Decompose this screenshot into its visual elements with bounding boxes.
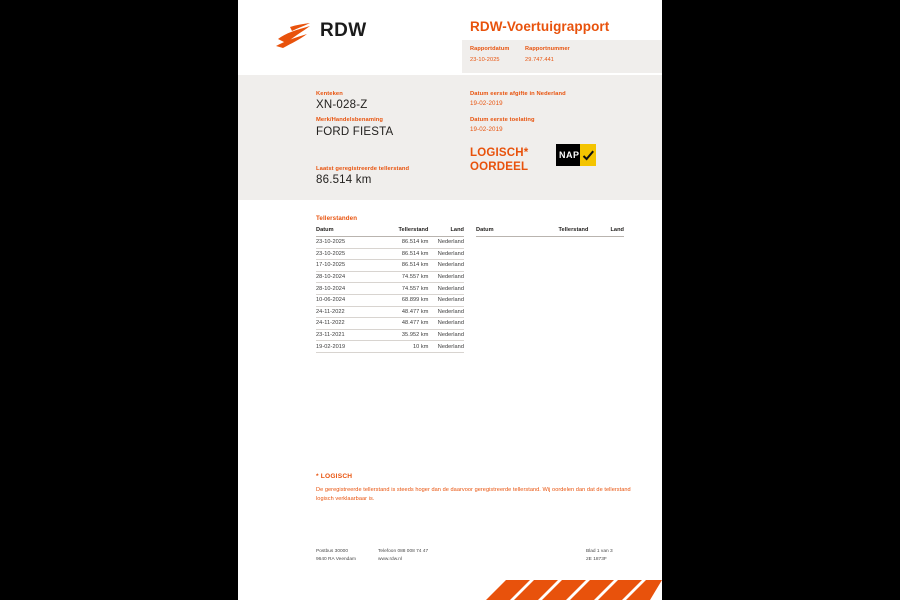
table-row <box>316 271 464 283</box>
document-page <box>238 0 662 600</box>
check-icon <box>580 144 596 166</box>
cell-datum: 24-11-2022 <box>316 318 381 330</box>
tellerstanden-title: Tellerstanden <box>316 215 358 222</box>
column-header-land: Land <box>588 227 624 237</box>
table-row <box>316 283 464 295</box>
cell-land: Nederland <box>428 237 464 249</box>
cell-land: Nederland <box>428 248 464 260</box>
footer-address <box>316 548 356 564</box>
column-header-datum: Datum <box>316 227 381 237</box>
cell-tellerstand: 74.557 km <box>381 283 428 295</box>
tellerstanden-table-left <box>316 227 464 353</box>
laatste-tellerstand-label: Laatst geregistreerde tellerstand <box>316 166 410 172</box>
kenteken-value: XN-028-Z <box>316 99 368 111</box>
merk-value: FORD FIESTA <box>316 126 394 138</box>
cell-land: Nederland <box>428 329 464 341</box>
footer-contact <box>378 548 428 564</box>
laatste-tellerstand-value: 86.514 km <box>316 174 372 186</box>
logo-text: RDW <box>320 20 367 41</box>
verdict-line-2: OORDEEL <box>470 161 529 173</box>
column-header-datum: Datum <box>476 227 541 237</box>
cell-land: Nederland <box>428 341 464 353</box>
rapportnummer-label: Rapportnummer <box>525 46 570 52</box>
cell-datum: 23-10-2025 <box>316 237 381 249</box>
cell-tellerstand: 68.899 km <box>381 294 428 306</box>
footer-website-link[interactable]: www.rdw.nl <box>378 557 402 562</box>
footer-page-label: Blad 1 van 3 <box>586 549 613 554</box>
verdict-line-1: LOGISCH* <box>470 147 529 159</box>
table-row <box>316 341 464 353</box>
table-header-row <box>476 227 624 237</box>
footer-doc-code: 2E 1873F <box>586 557 607 562</box>
page-title: RDW-Voertuigrapport <box>470 19 610 34</box>
cell-land: Nederland <box>428 318 464 330</box>
cell-datum: 17-10-2025 <box>316 260 381 272</box>
table-row <box>316 318 464 330</box>
rdw-logo <box>276 18 436 58</box>
cell-datum: 24-11-2022 <box>316 306 381 318</box>
footer-address-line2: 9640 RA Veendam <box>316 557 357 562</box>
eerste-toelating-value: 19-02-2019 <box>470 126 503 133</box>
cell-tellerstand: 48.477 km <box>381 318 428 330</box>
table-row <box>316 248 464 260</box>
vehicle-info-band <box>238 75 662 200</box>
cell-datum: 23-10-2025 <box>316 248 381 260</box>
rapportdatum-value: 23-10-2025 <box>470 57 500 63</box>
rapportnummer-value: 29.747.441 <box>525 57 554 63</box>
cell-land: Nederland <box>428 271 464 283</box>
table-row <box>316 237 464 249</box>
cell-tellerstand: 74.557 km <box>381 271 428 283</box>
eerste-toelating-label: Datum eerste toelating <box>470 117 535 123</box>
kenteken-label: Kenteken <box>316 91 343 97</box>
verdict-text <box>470 146 528 174</box>
eerste-afgifte-value: 19-02-2019 <box>470 100 503 107</box>
footnote-title: * LOGISCH <box>316 473 353 480</box>
cell-datum: 19-02-2019 <box>316 341 381 353</box>
cell-land: Nederland <box>428 294 464 306</box>
footer-pagination <box>586 548 613 564</box>
column-header-tellerstand: Tellerstand <box>381 227 428 237</box>
nap-badge-label: NAP <box>559 150 580 160</box>
nap-status-badge <box>556 144 596 166</box>
cell-tellerstand: 86.514 km <box>381 260 428 272</box>
footer-stripe-decoration <box>238 578 662 600</box>
table-row <box>316 294 464 306</box>
cell-datum: 28-10-2024 <box>316 271 381 283</box>
cell-tellerstand: 35.952 km <box>381 329 428 341</box>
cell-tellerstand: 48.477 km <box>381 306 428 318</box>
table-row <box>316 306 464 318</box>
cell-tellerstand: 10 km <box>381 341 428 353</box>
footnote-body: De geregistreerde tellerstand is steeds hoger dan de daarvoor geregistreerde tellerstand. Wij oordelen dan dat de tellerstand logisch verklaarbaar is. <box>316 487 631 502</box>
cell-land: Nederland <box>428 306 464 318</box>
column-header-tellerstand: Tellerstand <box>541 227 588 237</box>
cell-land: Nederland <box>428 260 464 272</box>
footer-phone: Telefoon 088 008 74 47 <box>378 549 429 554</box>
table-row <box>316 329 464 341</box>
merk-label: Merk/Handelsbenaming <box>316 117 384 123</box>
cell-tellerstand: 86.514 km <box>381 248 428 260</box>
cell-datum: 28-10-2024 <box>316 283 381 295</box>
cell-datum: 10-06-2024 <box>316 294 381 306</box>
eerste-afgifte-label: Datum eerste afgifte in Nederland <box>470 91 566 97</box>
cell-land: Nederland <box>428 283 464 295</box>
cell-datum: 23-11-2021 <box>316 329 381 341</box>
rapportdatum-label: Rapportdatum <box>470 46 510 52</box>
column-header-land: Land <box>428 227 464 237</box>
rdw-flame-icon <box>276 23 316 49</box>
table-header-row <box>316 227 464 237</box>
tellerstanden-table-right <box>476 227 624 237</box>
cell-tellerstand: 86.514 km <box>381 237 428 249</box>
table-row <box>316 260 464 272</box>
footer-address-line1: Postbus 30000 <box>316 549 349 554</box>
